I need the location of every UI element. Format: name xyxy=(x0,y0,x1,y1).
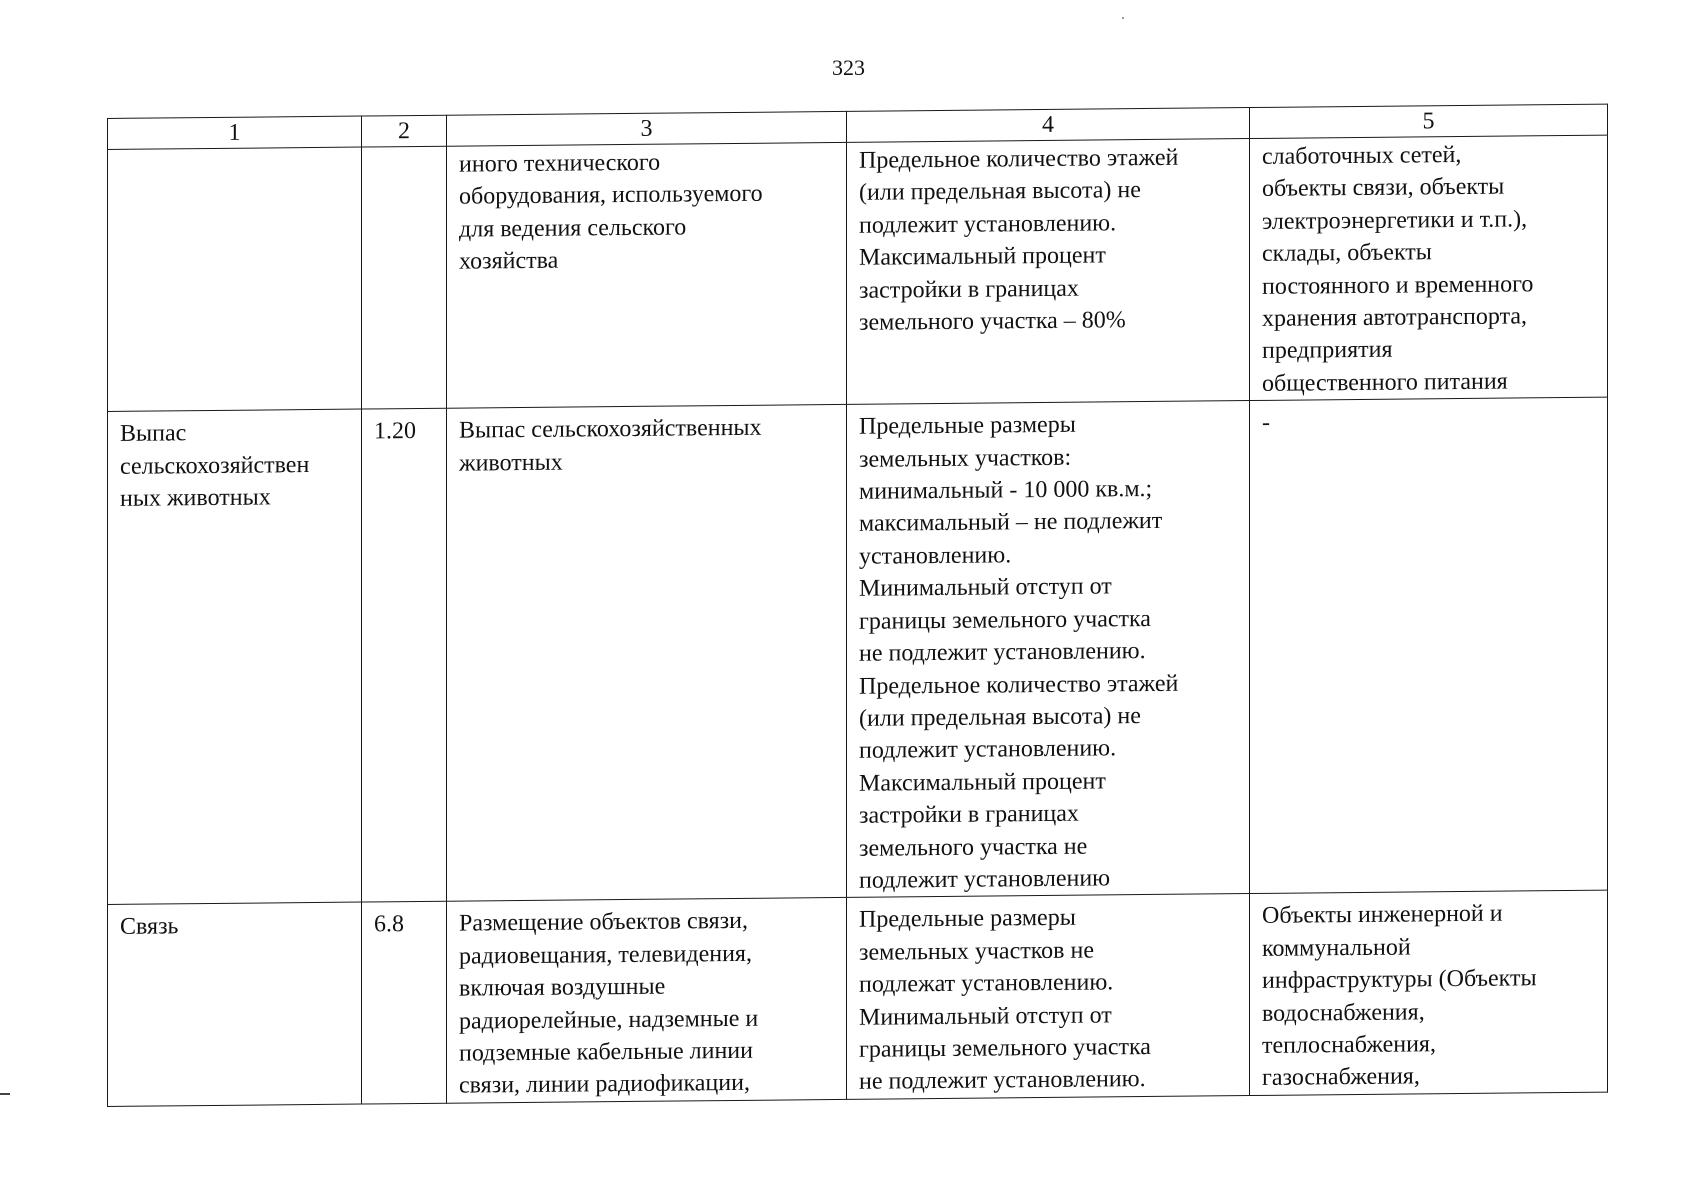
land-use-name-cell: Связь xyxy=(108,902,362,1106)
column-header-5: 5 xyxy=(1250,104,1608,138)
land-plot-parameters-cell: Предельные размеры земельных участков не подлежат установлению. Минимальный отступ от границы земельного участка не подлежит установлению. xyxy=(847,894,1250,1099)
land-use-description-cell: Размещение объектов связи, радиовещания, телевидения, включая воздушные радиорелейные, надземные и подземные кабельные линии связи, линии радиофикации, xyxy=(447,898,847,1103)
permitted-objects-cell: Объекты инженерной и коммунальной инфраструктуры (Объекты водоснабжения, теплоснабжения, газоснабжения, xyxy=(1250,890,1608,1095)
land-plot-parameters-cell: Предельное количество этажей (или предельная высота) не подлежит установлению. Максимальный процент застройки в границах земельного участка – 80% xyxy=(847,139,1250,405)
column-header-2: 2 xyxy=(362,115,447,147)
table-row xyxy=(108,135,1608,412)
permitted-objects-cell: - xyxy=(1250,397,1608,894)
table-row xyxy=(108,397,1608,904)
column-header-1: 1 xyxy=(108,116,362,149)
permitted-objects-cell: слаботочных сетей, объекты связи, объекты электроэнергетики и т.п.), склады, объекты постоянного и временного хранения автотранспорта, предприятия общественного питания xyxy=(1250,135,1608,401)
page-number: 323 xyxy=(832,55,865,80)
land-use-name-cell xyxy=(108,147,362,412)
land-use-description-cell: Выпас сельскохозяйственных животных xyxy=(447,405,847,902)
margin-mark xyxy=(0,1093,10,1095)
column-header-3: 3 xyxy=(447,111,847,146)
land-plot-parameters-cell: Предельные размеры земельных участков: минимальный - 10 000 кв.м.; максимальный – не подлежит установлению. Минимальный отступ от границы земельного участка не подлежит установлению. Предельное количество этажей (или предельная высота) не подлежит установлению. Максимальный процент застройки в границах земельного участка не подлежит установлению xyxy=(847,401,1250,898)
scan-speck xyxy=(1122,17,1124,19)
land-use-code-cell: 1.20 xyxy=(362,408,447,902)
land-use-table xyxy=(107,104,1608,1107)
land-use-code-cell: 6.8 xyxy=(362,902,447,1104)
land-use-description-cell: иного технического оборудования, используемого для ведения сельского хозяйства xyxy=(447,142,847,408)
land-use-name-cell: Выпас сельскохозяйствен ных животных xyxy=(108,409,362,905)
table-row xyxy=(108,890,1608,1106)
column-header-4: 4 xyxy=(847,108,1250,143)
land-use-code-cell xyxy=(362,146,447,409)
